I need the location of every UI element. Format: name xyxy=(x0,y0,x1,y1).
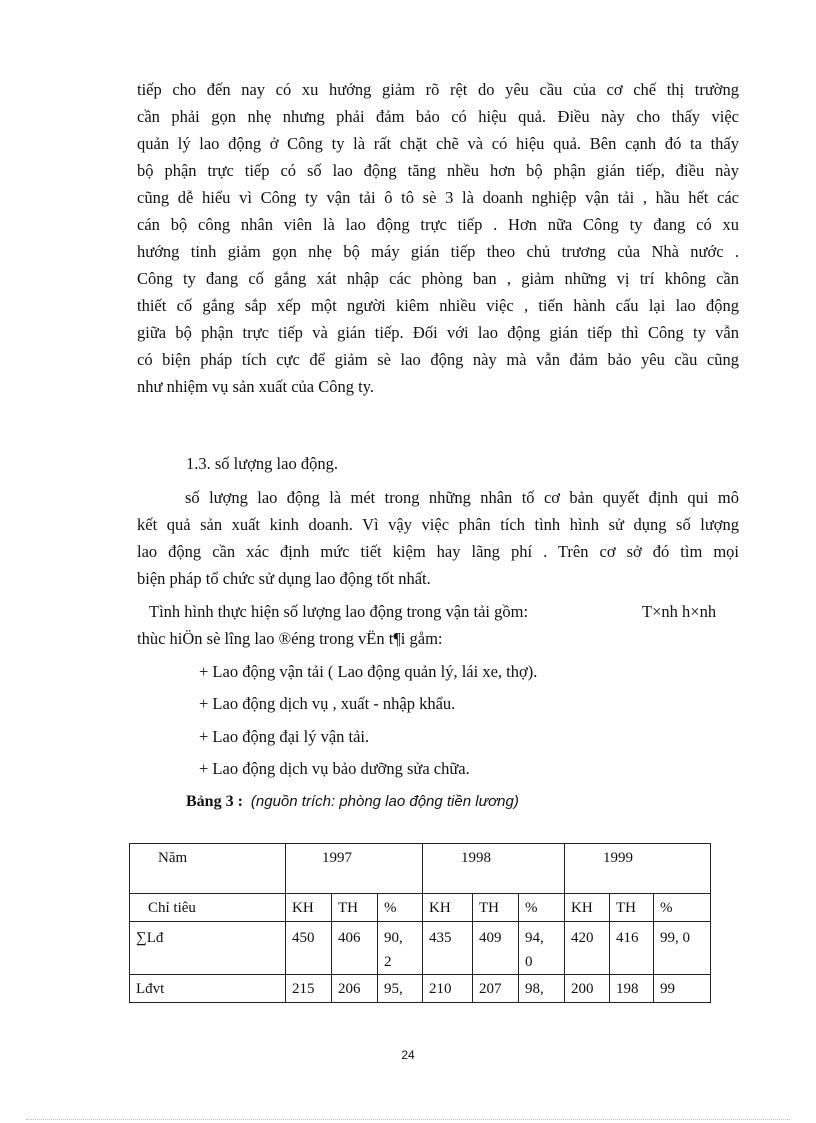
table-cell: 200 xyxy=(565,975,610,1003)
row-label: Lđvt xyxy=(130,975,286,1003)
situation-text: Tình hình thực hiện số lượng lao động trong vận tải gồm: xyxy=(149,602,529,621)
table-row xyxy=(130,975,711,1003)
section-heading: 1.3. số lượng lao động. xyxy=(186,454,338,473)
text-line: giữa bộ phận trực tiếp và gián tiếp. Đối với lao động gián tiếp thì Công ty vẫn xyxy=(137,323,739,342)
text-line: thiết cố gắng sắp xếp một người kiêm nhiều việc , tiến hành cấu lại lao động xyxy=(137,296,739,315)
year-header-label: Năm xyxy=(130,844,286,894)
table-cell: 99 xyxy=(654,975,711,1003)
year-1997: 1997 xyxy=(286,844,423,894)
table-cell: 416 xyxy=(610,922,654,975)
row-label: ∑Lđ xyxy=(130,922,286,975)
table-cell: 435 xyxy=(423,922,473,975)
text-line: biện pháp tổ chức sử dụng lao động tốt nhất. xyxy=(137,569,431,588)
text-line: cũng dễ hiểu vì Công ty vận tải ô tô sè 3 là doanh nghiệp vận tải , hầu hết các xyxy=(137,188,739,207)
subheader-cell: TH xyxy=(610,894,654,922)
table-cell: 198 xyxy=(610,975,654,1003)
subheader-cell: % xyxy=(654,894,711,922)
text-line: kết quả sản xuất kinh doanh. Vì vậy việc phân tích tình hình sử dụng số lượng xyxy=(137,515,739,534)
table-cell: 90, 2 xyxy=(378,922,423,975)
caption-label: Bảng 3 : xyxy=(186,793,243,810)
subheader-cell: KH xyxy=(565,894,610,922)
page-bottom-rule xyxy=(26,1119,790,1120)
text-line: Công ty đang cố gắng xát nhập các phòng ban , giảm những vị trí không cần xyxy=(137,269,739,288)
text-line: có biện pháp tích cực để giảm sè lao động này mà vẫn đảm bảo yêu cầu cũng xyxy=(137,350,739,369)
year-1999: 1999 xyxy=(565,844,711,894)
subheader-cell: % xyxy=(519,894,565,922)
table-cell: 210 xyxy=(423,975,473,1003)
table-cell: 206 xyxy=(332,975,378,1003)
table-cell: 98, xyxy=(519,975,565,1003)
text-line xyxy=(149,598,739,625)
section-paragraph xyxy=(137,484,739,592)
labor-table xyxy=(129,843,711,1003)
text-line: tiếp cho đến nay có xu hướng giảm rõ rệt do yêu cầu của cơ chế thị trường xyxy=(137,80,739,99)
text-line: quản lý lao động ở Công ty là rất chặt chẽ và có hiệu quả. Bên cạnh đó ta thấy xyxy=(137,134,739,153)
subheader-cell: KH xyxy=(423,894,473,922)
table-cell: 215 xyxy=(286,975,332,1003)
text-line: như nhiệm vụ sản xuất của Công ty. xyxy=(137,377,375,396)
text-line: hướng tinh giảm gọn nhẹ bộ máy gián tiếp theo chủ trương của Nhà nước . xyxy=(137,242,739,261)
table-cell: 406 xyxy=(332,922,378,975)
table-cell: 99, 0 xyxy=(654,922,711,975)
situation-paragraph xyxy=(137,598,739,652)
metric-header-label: Chỉ tiêu xyxy=(130,894,286,922)
year-1998: 1998 xyxy=(423,844,565,894)
subheader-cell: % xyxy=(378,894,423,922)
table-cell: 94, 0 xyxy=(519,922,565,975)
table-cell: 95, xyxy=(378,975,423,1003)
subheader-cell: TH xyxy=(332,894,378,922)
bullet-item: + Lao động vận tải ( Lao động quản lý, lái xe, thợ). xyxy=(199,662,538,681)
text-line: lao động cần xác định mức tiết kiệm hay lãng phí . Trên cơ sở đó tìm mọi xyxy=(137,542,739,561)
text-line: số lượng lao động là mét trong những nhân tố cơ bản quyết định qui mô xyxy=(185,488,739,507)
text-line: bộ phận trực tiếp có số lao động tăng nhều hơn bộ phận gián tiếp, điều này xyxy=(137,161,739,180)
table-cell: 207 xyxy=(473,975,519,1003)
bullet-item: + Lao động dịch vụ bảo dưỡng sửa chữa. xyxy=(199,759,470,778)
table-cell: 409 xyxy=(473,922,519,975)
subheader-cell: TH xyxy=(473,894,519,922)
table-caption xyxy=(186,788,519,815)
table-cell: 420 xyxy=(565,922,610,975)
subheader-cell: KH xyxy=(286,894,332,922)
caption-source: (nguồn trích: phòng lao động tiền lương) xyxy=(250,793,519,810)
bullet-item: + Lao động dịch vụ , xuất - nhập khẩu. xyxy=(199,694,456,713)
table-subheader-row xyxy=(130,894,711,922)
page-number: 24 xyxy=(401,1048,415,1062)
garbled-fragment: T×nh h×nh xyxy=(642,602,717,621)
intro-paragraph xyxy=(137,76,739,400)
text-line: cần phải gọn nhẹ nhưng phải đảm bảo có hiệu quả. Điều này cho thấy việc xyxy=(137,107,739,126)
text-line: cán bộ công nhân viên là lao động trực tiếp . Hơn nữa Công ty đang có xu xyxy=(137,215,739,234)
bullet-item: + Lao động đại lý vận tải. xyxy=(199,727,370,746)
garbled-line: thùc hiÖn sè lîng lao ®éng trong vËn t¶i gåm: xyxy=(137,629,443,648)
table-cell: 450 xyxy=(286,922,332,975)
table-row xyxy=(130,922,711,975)
table-header-row xyxy=(130,844,711,894)
